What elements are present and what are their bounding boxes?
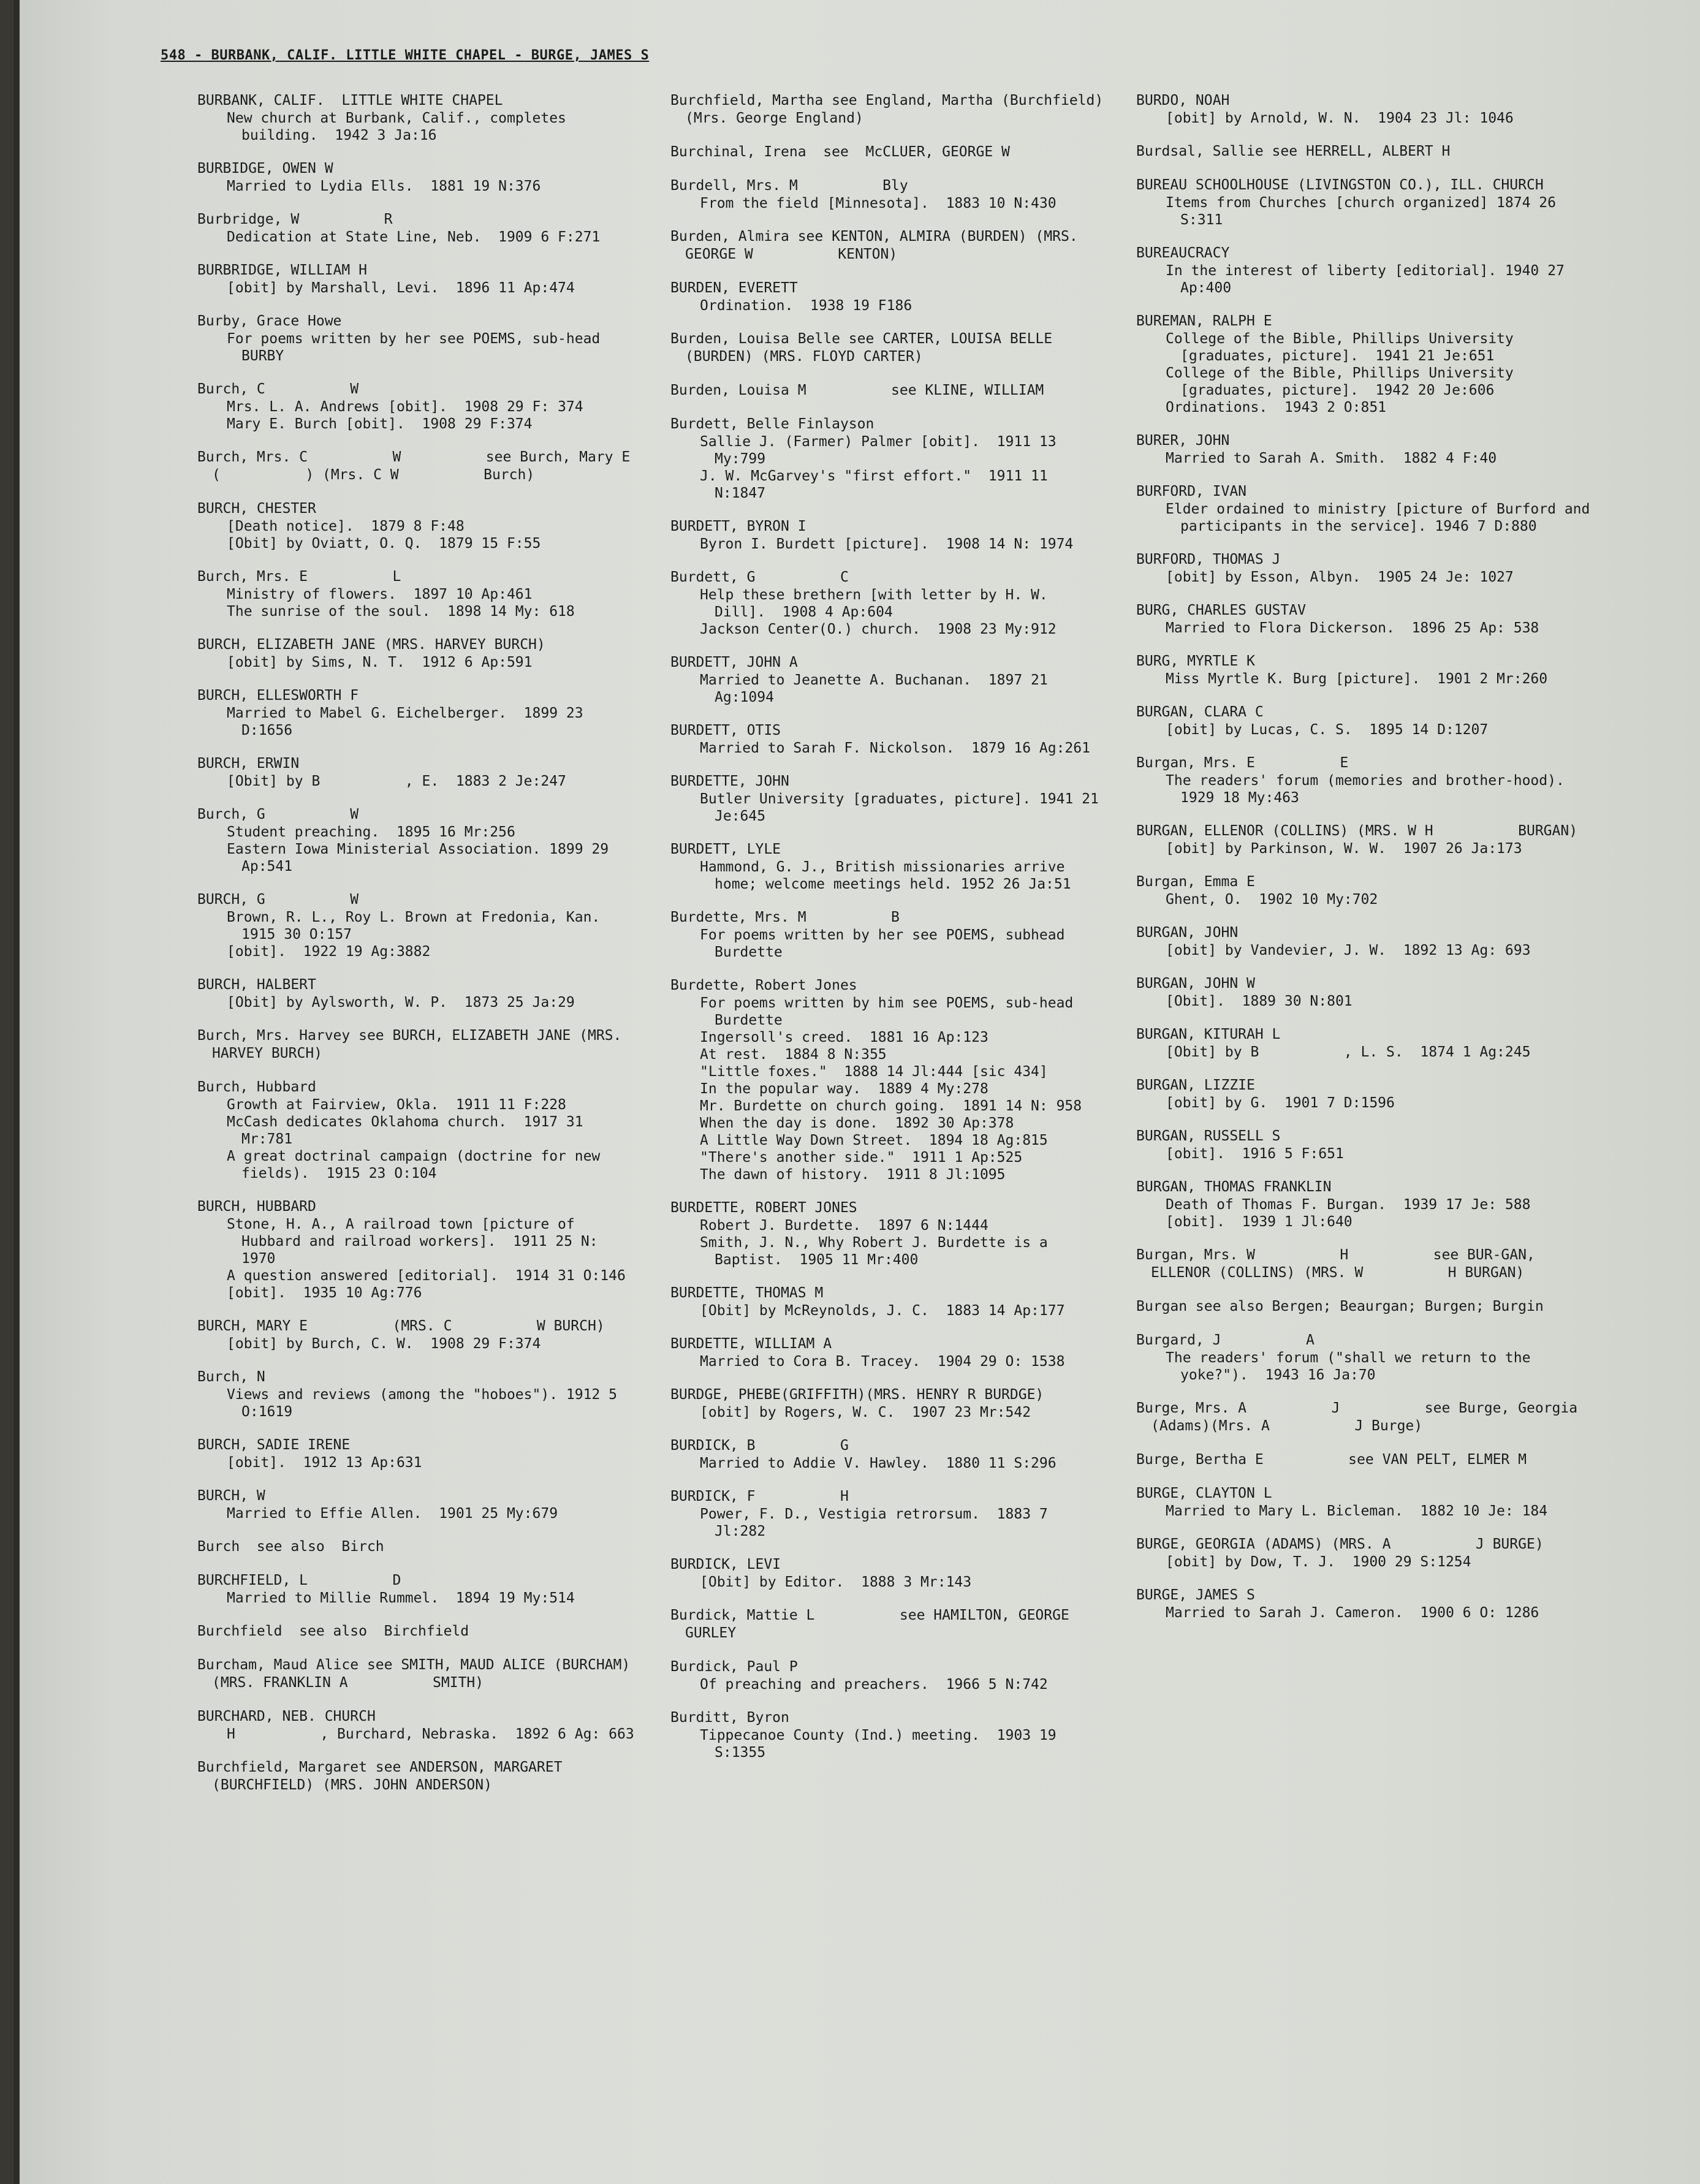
entry-reference: Mrs. L. A. Andrews [obit]. 1908 29 F: 374	[227, 399, 583, 415]
entry-reference: Married to Sarah J. Cameron. 1900 6 O: 1286	[1166, 1605, 1539, 1621]
entry-heading: BURGAN, JOHN	[1136, 925, 1239, 941]
entry-reference: Power, F. D., Vestigia retrorsum. 1883 7 Jl:282	[700, 1506, 1057, 1539]
index-entry	[197, 381, 639, 433]
index-entry	[1136, 1128, 1602, 1162]
index-entry	[670, 841, 1106, 893]
index-entry	[1136, 92, 1602, 127]
entry-reference: Hammond, G. J., British missionaries arrive home; welcome meetings held. 1952 26 Ja:51	[700, 859, 1074, 892]
entry-reference: [obit]. 1922 19 Ag:3882	[227, 944, 431, 960]
index-entry	[1136, 245, 1602, 297]
index-entry	[197, 1656, 639, 1692]
entry-heading: BURCH, G W	[197, 892, 359, 908]
entry-reference: [obit] by Parkinson, W. W. 1907 26 Ja:173	[1166, 841, 1522, 857]
entry-reference: Married to Flora Dickerson. 1896 25 Ap: 538	[1166, 620, 1539, 636]
entry-reference: Ordinations. 1943 2 O:851	[1166, 400, 1387, 415]
index-entry	[197, 1318, 639, 1352]
entry-reference: Married to Sarah A. Smith. 1882 4 F:40	[1166, 450, 1497, 466]
index-entry	[670, 382, 1106, 400]
index-entry	[1136, 924, 1602, 959]
entry-heading: BURCH, W	[197, 1488, 265, 1504]
index-entry	[197, 806, 639, 875]
index-entry	[670, 1199, 1106, 1268]
entry-heading: BURDETTE, WILLIAM A	[670, 1336, 832, 1352]
entry-reference: For poems written by her see POEMS, subhead Burdette	[700, 927, 1074, 960]
entry-reference: At rest. 1884 8 N:355	[700, 1047, 887, 1063]
entry-reference: Death of Thomas F. Burgan. 1939 17 Je: 588	[1166, 1197, 1531, 1213]
entry-heading: BURCH, SADIE IRENE	[197, 1437, 351, 1453]
entry-reference: Married to Cora B. Tracey. 1904 29 O: 1538	[700, 1354, 1065, 1370]
index-entry	[1136, 1485, 1602, 1520]
index-entry	[1136, 176, 1602, 229]
entry-reference: Student preaching. 1895 16 Mr:256	[227, 824, 515, 840]
index-entry	[197, 1079, 639, 1182]
entry-heading: Burge, Bertha E see VAN PELT, ELMER M	[1136, 1452, 1527, 1468]
entry-heading: BURFORD, THOMAS J	[1136, 552, 1281, 567]
index-entry	[197, 1198, 639, 1302]
entry-reference: For poems written by him see POEMS, sub-head Burdette	[700, 995, 1082, 1028]
index-entry	[670, 92, 1112, 127]
entry-heading: Burgan, Emma E	[1136, 874, 1255, 890]
entry-heading: BURGAN, KITURAH L	[1136, 1026, 1281, 1042]
entry-reference: [Obit] by B , L. S. 1874 1 Ag:245	[1166, 1044, 1531, 1060]
entry-reference: A Little Way Down Street. 1894 18 Ag:815	[700, 1132, 1048, 1148]
index-entry	[1136, 754, 1602, 806]
index-entry	[197, 636, 639, 671]
index-entry	[197, 891, 639, 960]
entry-reference: [obit] by Lucas, C. S. 1895 14 D:1207	[1166, 722, 1489, 738]
entry-heading: BURCH, ELIZABETH JANE (MRS. HARVEY BURCH)	[197, 637, 545, 653]
index-entry	[1136, 873, 1602, 908]
entry-heading: Burgan, Mrs. E E	[1136, 755, 1349, 771]
index-page	[13, 0, 1700, 2184]
entry-heading: BURDICK, F H	[670, 1488, 849, 1504]
index-entry	[670, 1658, 1106, 1693]
entry-reference: Married to Jeanette A. Buchanan. 1897 21 Ag:1094	[700, 672, 1057, 705]
entry-heading: BURCH, HALBERT	[197, 977, 316, 993]
entry-reference: The readers' forum (memories and brother-hood). 1929 18 My:463	[1166, 773, 1582, 806]
entry-heading: BURDETTE, JOHN	[670, 773, 789, 789]
entry-reference: Jackson Center(O.) church. 1908 23 My:912	[700, 621, 1057, 637]
entry-heading: BURDICK, LEVI	[670, 1556, 781, 1572]
entry-reference: [obit] by Burch, C. W. 1908 29 F:374	[227, 1336, 541, 1352]
entry-heading: BURCH, HUBBARD	[197, 1199, 316, 1215]
entry-reference: Ministry of flowers. 1897 10 Ap:461	[227, 586, 533, 602]
entry-reference: "There's another side." 1911 1 Ap:525	[700, 1150, 1023, 1166]
entry-heading: BURBIDGE, OWEN W	[197, 161, 333, 176]
index-entry	[1136, 1077, 1602, 1112]
entry-reference: A great doctrinal campaign (doctrine for new fields). 1915 23 O:104	[227, 1148, 609, 1181]
entry-heading: BURGAN, LIZZIE	[1136, 1077, 1255, 1093]
entry-reference: Dedication at State Line, Neb. 1909 6 F:271	[227, 229, 601, 245]
entry-heading: BURER, JOHN	[1136, 433, 1230, 449]
index-entry	[1136, 602, 1602, 637]
entry-heading: BUREAU SCHOOLHOUSE (LIVINGSTON CO.), ILL. CHURCH	[1136, 177, 1544, 193]
index-entry	[670, 909, 1106, 961]
entry-reference: Robert J. Burdette. 1897 6 N:1444	[700, 1218, 989, 1234]
entry-heading: Burdick, Paul P	[670, 1659, 798, 1675]
index-entry	[197, 1623, 639, 1640]
entry-heading: Burby, Grace Howe	[197, 313, 342, 329]
entry-heading: Burchfield, Margaret see ANDERSON, MARGARET (BURCHFIELD) (MRS. JOHN ANDERSON)	[197, 1759, 571, 1793]
index-entry	[670, 279, 1106, 314]
entry-heading: Burden, Almira see KENTON, ALMIRA (BURDEN) (MRS. GEORGE W KENTON)	[670, 229, 1087, 262]
index-entry	[670, 1437, 1106, 1472]
entry-reference: Ordination. 1938 19 F186	[700, 298, 913, 314]
entry-reference: The dawn of history. 1911 8 Jl:1095	[700, 1167, 1006, 1183]
entry-reference: Mary E. Burch [obit]. 1908 29 F:374	[227, 416, 533, 432]
entry-reference: A question answered [editorial]. 1914 31 O:146	[227, 1268, 626, 1284]
entry-heading: BURCH, ELLESWORTH F	[197, 688, 359, 703]
entry-heading: BURBANK, CALIF. LITTLE WHITE CHAPEL	[197, 93, 503, 108]
entry-reference: Of preaching and preachers. 1966 5 N:742	[700, 1677, 1048, 1693]
index-entry	[670, 1386, 1106, 1421]
entry-reference: H , Burchard, Nebraska. 1892 6 Ag: 663	[227, 1726, 634, 1742]
entry-reference: Married to Sarah F. Nickolson. 1879 16 Ag:261	[700, 740, 1090, 756]
entry-heading: BURDETT, OTIS	[670, 722, 781, 738]
entry-heading: BURBRIDGE, WILLIAM H	[197, 262, 367, 278]
entry-reference: Sallie J. (Farmer) Palmer [obit]. 1911 13 My:799	[700, 434, 1065, 467]
entry-reference: [obit] by Marshall, Levi. 1896 11 Ap:474	[227, 280, 575, 296]
entry-heading: BURGE, JAMES S	[1136, 1587, 1255, 1603]
entry-heading: BURGAN, ELLENOR (COLLINS) (MRS. W H BURGAN)	[1136, 823, 1578, 839]
index-entry	[197, 1027, 639, 1063]
entry-reference: J. W. McGarvey's "first effort." 1911 11 N:1847	[700, 468, 1057, 501]
entry-reference: [obit] by Esson, Albyn. 1905 24 Je: 1027	[1166, 569, 1514, 585]
entry-heading: Burch, Mrs. C W see Burch, Mary E ( ) (Mrs. C W Burch)	[197, 449, 715, 483]
index-entry	[197, 160, 639, 195]
index-entry	[670, 654, 1106, 706]
entry-reference: Married to Effie Allen. 1901 25 My:679	[227, 1506, 558, 1522]
entry-reference: Ingersoll's creed. 1881 16 Ap:123	[700, 1029, 989, 1045]
column-2	[670, 92, 1112, 1777]
entry-heading: BURCH, ERWIN	[197, 756, 300, 772]
index-entry	[1136, 1026, 1602, 1061]
entry-reference: Elder ordained to ministry [picture of Burford and participants in the service]. 1946 7 D:880	[1166, 501, 1599, 534]
entry-heading: Burdell, Mrs. M Bly	[670, 178, 908, 194]
entry-heading: Burditt, Byron	[670, 1710, 789, 1726]
entry-heading: BURCH, MARY E (MRS. C W BURCH)	[197, 1318, 605, 1334]
entry-heading: Burdett, Belle Finlayson	[670, 416, 875, 432]
entry-reference: [obit] by Rogers, W. C. 1907 23 Mr:542	[700, 1405, 1031, 1420]
entry-heading: Burch, Mrs. E L	[197, 569, 401, 585]
entry-heading: Burge, Mrs. A J see Burge, Georgia (Adams)(Mrs. A J Burge)	[1136, 1400, 1586, 1434]
index-entry	[670, 1556, 1106, 1591]
index-entry	[670, 1709, 1106, 1761]
entry-reference: [obit] by Arnold, W. N. 1904 23 Jl: 1046	[1166, 110, 1514, 126]
entry-heading: BURG, CHARLES GUSTAV	[1136, 602, 1306, 618]
index-entry	[670, 415, 1106, 502]
entry-heading: Burgan, Mrs. W H see BUR-GAN, ELLENOR (COLLINS) (MRS. W H BURGAN)	[1136, 1247, 1544, 1281]
entry-heading: BURCH, CHESTER	[197, 501, 316, 517]
entry-reference: Miss Myrtle K. Burg [picture]. 1901 2 Mr:260	[1166, 671, 1548, 687]
index-entry	[1136, 432, 1602, 467]
entry-reference: [Obit]. 1889 30 N:801	[1166, 993, 1353, 1009]
entry-reference: From the field [Minnesota]. 1883 10 N:430	[700, 195, 1057, 211]
index-entry	[1136, 1451, 1602, 1469]
entry-heading: Burdette, Mrs. M B	[670, 909, 900, 925]
entry-heading: BURDETT, BYRON I	[670, 518, 806, 534]
index-entry	[1136, 1178, 1602, 1230]
entry-heading: Burch see also Birch	[197, 1539, 384, 1555]
entry-heading: BURDETT, LYLE	[670, 841, 781, 857]
entry-heading: Burch, Hubbard	[197, 1079, 316, 1095]
column-3	[1136, 92, 1602, 1637]
index-entry	[670, 1335, 1106, 1370]
index-entry	[197, 755, 639, 790]
index-entry	[197, 449, 715, 484]
index-entry	[1136, 653, 1602, 688]
entry-reference: Growth at Fairview, Okla. 1911 11 F:228	[227, 1097, 566, 1113]
entry-reference: [obit] by Dow, T. J. 1900 29 S:1254	[1166, 1554, 1471, 1570]
entry-reference: [obit]. 1935 10 Ag:776	[227, 1285, 422, 1301]
entry-reference: New church at Burbank, Calif., completes building. 1942 3 Ja:16	[227, 110, 575, 143]
entry-heading: Burchfield, Martha see England, Martha (Burchfield) (Mrs. George England)	[670, 93, 1112, 126]
entry-heading: Burbridge, W R	[197, 211, 393, 227]
entry-reference: [obit]. 1916 5 F:651	[1166, 1146, 1344, 1162]
index-entry	[1136, 143, 1602, 161]
entry-heading: BURCHFIELD, L D	[197, 1572, 401, 1588]
entry-reference: Tippecanoe County (Ind.) meeting. 1903 19 S:1355	[700, 1727, 1065, 1761]
entry-heading: BUREMAN, RALPH E	[1136, 313, 1272, 329]
entry-heading: Burch, Mrs. Harvey see BURCH, ELIZABETH JANE (MRS. HARVEY BURCH)	[197, 1028, 631, 1061]
entry-heading: Burgan see also Bergen; Beaurgan; Burgen; Burgin	[1136, 1299, 1544, 1314]
index-entry	[670, 1488, 1106, 1540]
entry-reference: College of the Bible, Phillips University [graduates, picture]. 1941 21 Je:651	[1166, 331, 1522, 364]
entry-heading: BURDICK, B G	[670, 1438, 849, 1454]
entry-heading: Burden, Louisa Belle see CARTER, LOUISA BELLE (BURDEN) (MRS. FLOYD CARTER)	[670, 331, 1061, 365]
entry-reference: "Little foxes." 1888 14 Jl:444 [sic 434]	[700, 1064, 1048, 1080]
index-entry	[1136, 703, 1602, 738]
entry-reference: Married to Lydia Ells. 1881 19 N:376	[227, 178, 541, 194]
index-entry	[670, 569, 1106, 638]
entry-reference: [Obit] by Aylsworth, W. P. 1873 25 Ja:29	[227, 995, 575, 1010]
index-entry	[670, 330, 1106, 366]
index-entry	[197, 211, 639, 246]
index-entry	[670, 143, 1106, 161]
entry-heading: BURDEN, EVERETT	[670, 280, 798, 296]
entry-reference: Brown, R. L., Roy L. Brown at Fredonia, Kan. 1915 30 O:157	[227, 909, 617, 942]
entry-reference: [Obit] by B , E. 1883 2 Je:247	[227, 773, 566, 789]
running-header: 548 - BURBANK, CALIF. LITTLE WHITE CHAPEL - BURGE, JAMES S	[161, 48, 650, 63]
index-entry	[670, 1607, 1106, 1642]
entry-heading: Burdsal, Sallie see HERRELL, ALBERT H	[1136, 143, 1451, 159]
index-entry	[1136, 313, 1602, 416]
entry-heading: Burch, G W	[197, 806, 359, 822]
index-entry	[197, 1538, 639, 1556]
index-entry	[670, 177, 1106, 212]
entry-reference: Married to Mabel G. Eichelberger. 1899 23 D:1656	[227, 705, 592, 738]
index-entry	[1136, 1246, 1602, 1282]
entry-heading: Burch, C W	[197, 381, 359, 397]
index-entry	[197, 1368, 639, 1420]
entry-reference: Eastern Iowa Ministerial Association. 1899 29 Ap:541	[227, 841, 617, 874]
index-entry	[197, 687, 639, 739]
index-entry	[197, 313, 639, 365]
page-edge	[13, 0, 20, 2184]
index-entry	[670, 722, 1106, 757]
index-entry	[1136, 1400, 1602, 1435]
index-entry	[1136, 483, 1602, 535]
entry-reference: [Obit] by Oviatt, O. Q. 1879 15 F:55	[227, 536, 541, 552]
entry-heading: BURGE, CLAYTON L	[1136, 1485, 1272, 1501]
entry-reference: Married to Mary L. Bicleman. 1882 10 Je: 184	[1166, 1503, 1548, 1519]
entry-heading: BUREAUCRACY	[1136, 245, 1230, 261]
entry-reference: In the interest of liberty [editorial]. 1940 27 Ap:400	[1166, 263, 1573, 296]
entry-reference: In the popular way. 1889 4 My:278	[700, 1081, 989, 1097]
entry-reference: The readers' forum ("shall we return to the yoke?"). 1943 16 Ja:70	[1166, 1350, 1539, 1383]
index-entry	[1136, 822, 1602, 857]
entry-reference: [obit]. 1912 13 Ap:631	[227, 1455, 422, 1471]
entry-reference: Married to Addie V. Hawley. 1880 11 S:296	[700, 1455, 1057, 1471]
entry-heading: BURGAN, CLARA C	[1136, 704, 1264, 720]
entry-heading: Burchinal, Irena see McCLUER, GEORGE W	[670, 144, 1010, 160]
entry-reference: Smith, J. N., Why Robert J. Burdette is a Baptist. 1905 11 Mr:400	[700, 1235, 1057, 1268]
index-entry	[197, 92, 639, 144]
entry-reference: [obit]. 1939 1 Jl:640	[1166, 1214, 1353, 1230]
entry-heading: BURGAN, THOMAS FRANKLIN	[1136, 1179, 1332, 1195]
entry-reference: College of the Bible, Phillips University [graduates, picture]. 1942 20 Je:606	[1166, 365, 1522, 398]
entry-heading: BURDO, NOAH	[1136, 93, 1230, 108]
entry-reference: McCash dedicates Oklahoma church. 1917 31 Mr:781	[227, 1114, 592, 1147]
entry-heading: BURG, MYRTLE K	[1136, 653, 1255, 669]
entry-reference: Married to Millie Rummel. 1894 19 My:514	[227, 1590, 575, 1606]
index-entry	[197, 1572, 639, 1607]
entry-heading: BURDETTE, THOMAS M	[670, 1285, 824, 1301]
entry-heading: BURDGE, PHEBE(GRIFFITH)(MRS. HENRY R BURDGE)	[670, 1387, 1044, 1403]
entry-reference: [Death notice]. 1879 8 F:48	[227, 518, 465, 534]
entry-heading: Burcham, Maud Alice see SMITH, MAUD ALICE (BURCHAM) (MRS. FRANKLIN A SMITH)	[197, 1657, 639, 1691]
entry-reference: Views and reviews (among the "hoboes"). 1912 5 O:1619	[227, 1387, 626, 1420]
column-1	[197, 92, 715, 1810]
entry-heading: BURDETT, JOHN A	[670, 654, 798, 670]
entry-heading: BURGAN, JOHN W	[1136, 976, 1255, 992]
entry-reference: Stone, H. A., A railroad town [picture of Hubbard and railroad workers]. 1911 25 N: 1970	[227, 1216, 607, 1267]
index-entry	[670, 518, 1106, 553]
index-entry	[197, 976, 639, 1011]
entry-reference: [obit] by Sims, N. T. 1912 6 Ap:591	[227, 654, 533, 670]
entry-reference: Ghent, O. 1902 10 My:702	[1166, 892, 1378, 908]
index-entry	[670, 773, 1106, 825]
index-entry	[197, 1708, 639, 1743]
entry-reference: [Obit] by Editor. 1888 3 Mr:143	[700, 1574, 972, 1590]
entry-heading: Burchfield see also Birchfield	[197, 1623, 469, 1639]
index-entry	[1136, 1536, 1602, 1571]
entry-heading: BURGAN, RUSSELL S	[1136, 1128, 1281, 1144]
index-entry	[670, 228, 1106, 264]
index-entry	[197, 1759, 639, 1794]
index-entry	[197, 1487, 639, 1522]
index-entry	[1136, 1332, 1602, 1384]
index-entry	[197, 500, 639, 552]
entry-heading: BURFORD, IVAN	[1136, 483, 1247, 499]
index-entry	[1136, 975, 1602, 1010]
entry-reference: Help these brethern [with letter by H. W. Dill]. 1908 4 Ap:604	[700, 587, 1057, 620]
entry-heading: Burch, N	[197, 1369, 265, 1385]
entry-reference: Mr. Burdette on church going. 1891 14 N: 958	[700, 1098, 1082, 1114]
index-entry	[197, 568, 639, 620]
index-entry	[197, 1436, 639, 1471]
entry-heading: Burden, Louisa M see KLINE, WILLIAM	[670, 382, 1044, 398]
index-entry	[1136, 1587, 1602, 1621]
entry-heading: Burgard, J A	[1136, 1332, 1315, 1348]
entry-heading: Burdick, Mattie L see HAMILTON, GEORGE GURLEY	[670, 1607, 1078, 1641]
entry-reference: [obit] by G. 1901 7 D:1596	[1166, 1095, 1395, 1111]
entry-reference: Byron I. Burdett [picture]. 1908 14 N: 1974	[700, 536, 1074, 552]
index-entry	[1136, 1298, 1602, 1316]
entry-heading: Burdett, G C	[670, 569, 849, 585]
entry-reference: [obit] by Vandevier, J. W. 1892 13 Ag: 693	[1166, 942, 1531, 958]
entry-heading: BURDETTE, ROBERT JONES	[670, 1200, 857, 1216]
entry-reference: Items from Churches [church organized] 1874 26 S:311	[1166, 195, 1565, 228]
entry-reference: The sunrise of the soul. 1898 14 My: 618	[227, 604, 575, 620]
entry-reference: Butler University [graduates, picture]. 1941 21 Je:645	[700, 791, 1107, 824]
entry-heading: BURCHARD, NEB. CHURCH	[197, 1708, 376, 1724]
index-entry	[197, 262, 639, 297]
entry-reference: [Obit] by McReynolds, J. C. 1883 14 Ap:177	[700, 1303, 1065, 1319]
entry-reference: For poems written by her see POEMS, sub-head BURBY	[227, 331, 609, 364]
entry-reference: When the day is done. 1892 30 Ap:378	[700, 1115, 1014, 1131]
index-entry	[1136, 551, 1602, 586]
index-entry	[670, 1284, 1106, 1319]
entry-heading: BURGE, GEORGIA (ADAMS) (MRS. A J BURGE)	[1136, 1536, 1544, 1552]
entry-heading: Burdette, Robert Jones	[670, 977, 857, 993]
index-entry	[670, 977, 1106, 1183]
